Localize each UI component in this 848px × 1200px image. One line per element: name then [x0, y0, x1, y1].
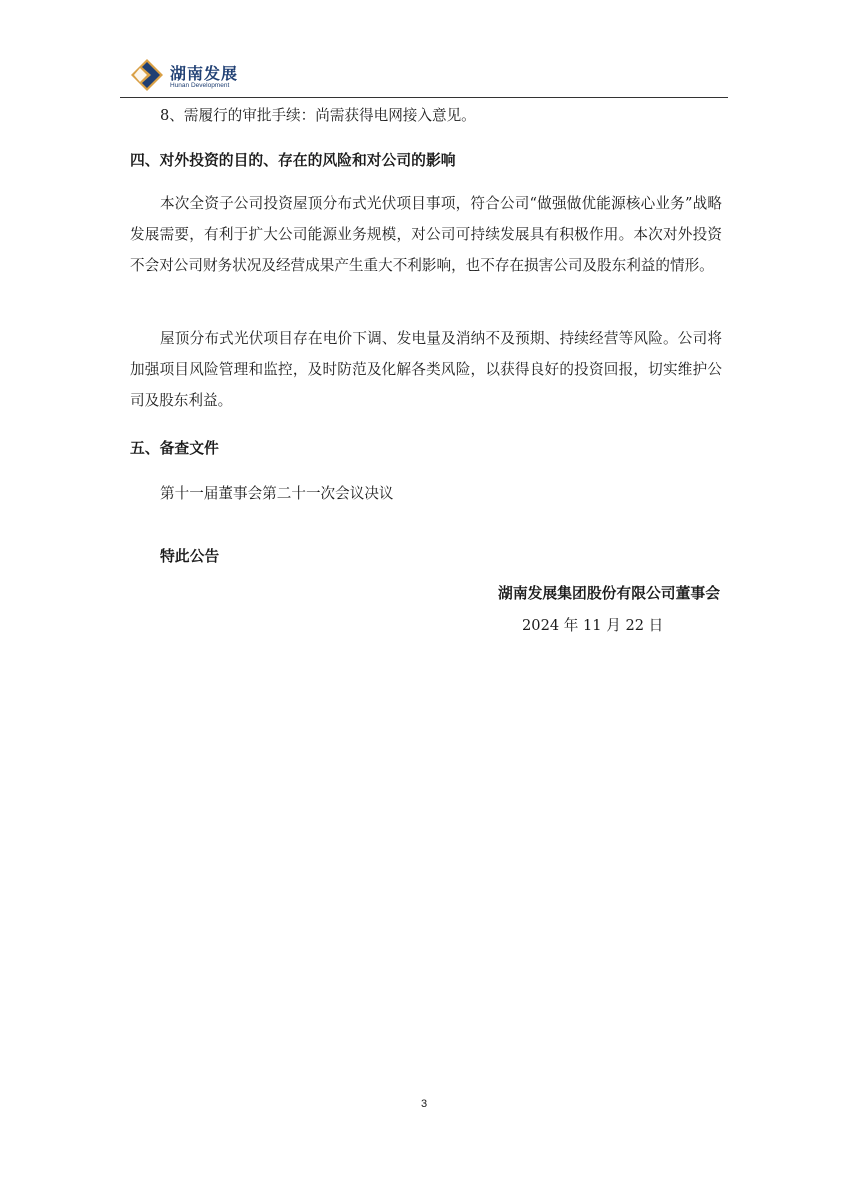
reference-document: 第十一届董事会第二十一次会议决议 [160, 485, 394, 502]
hunan-development-logo-icon [130, 58, 164, 92]
signature-date: 2024 年 11 月 22 日 [522, 617, 664, 634]
section-4-paragraph-2: 屋顶分布式光伏项目存在电价下调、发电量及消纳不及预期、持续经营等风险。公司将加强项目风险管理和监控，及时防范及化解各类风险，以获得良好的投资回报，切实维护公司及股东利益。 [130, 330, 722, 409]
page-number: 3 [420, 1098, 428, 1110]
section-4-paragraph-1: 本次全资子公司投资屋顶分布式光伏项目事项，符合公司“做强做优能源核心业务”战略发展需要，有利于扩大公司能源业务规模，对公司可持续发展具有积极作用。本次对外投资不会对公司财务状况及经营成果产生重大不利影响，也不存在损害公司及股东利益的情形。 [130, 195, 722, 274]
section-5-heading: 五、备查文件 [130, 440, 219, 457]
signature-organization: 湖南发展集团股份有限公司董事会 [498, 585, 720, 602]
page-header [120, 56, 728, 98]
approval-item-8: 8、需履行的审批手续：尚需获得电网接入意见。 [160, 107, 476, 124]
section-4-heading: 四、对外投资的目的、存在的风险和对公司的影响 [130, 152, 456, 169]
logo-english-name: Hunan Development [170, 82, 230, 89]
closing-statement: 特此公告 [160, 548, 220, 565]
header-divider [120, 97, 728, 98]
logo-chinese-name: 湖南发展 [170, 64, 239, 83]
